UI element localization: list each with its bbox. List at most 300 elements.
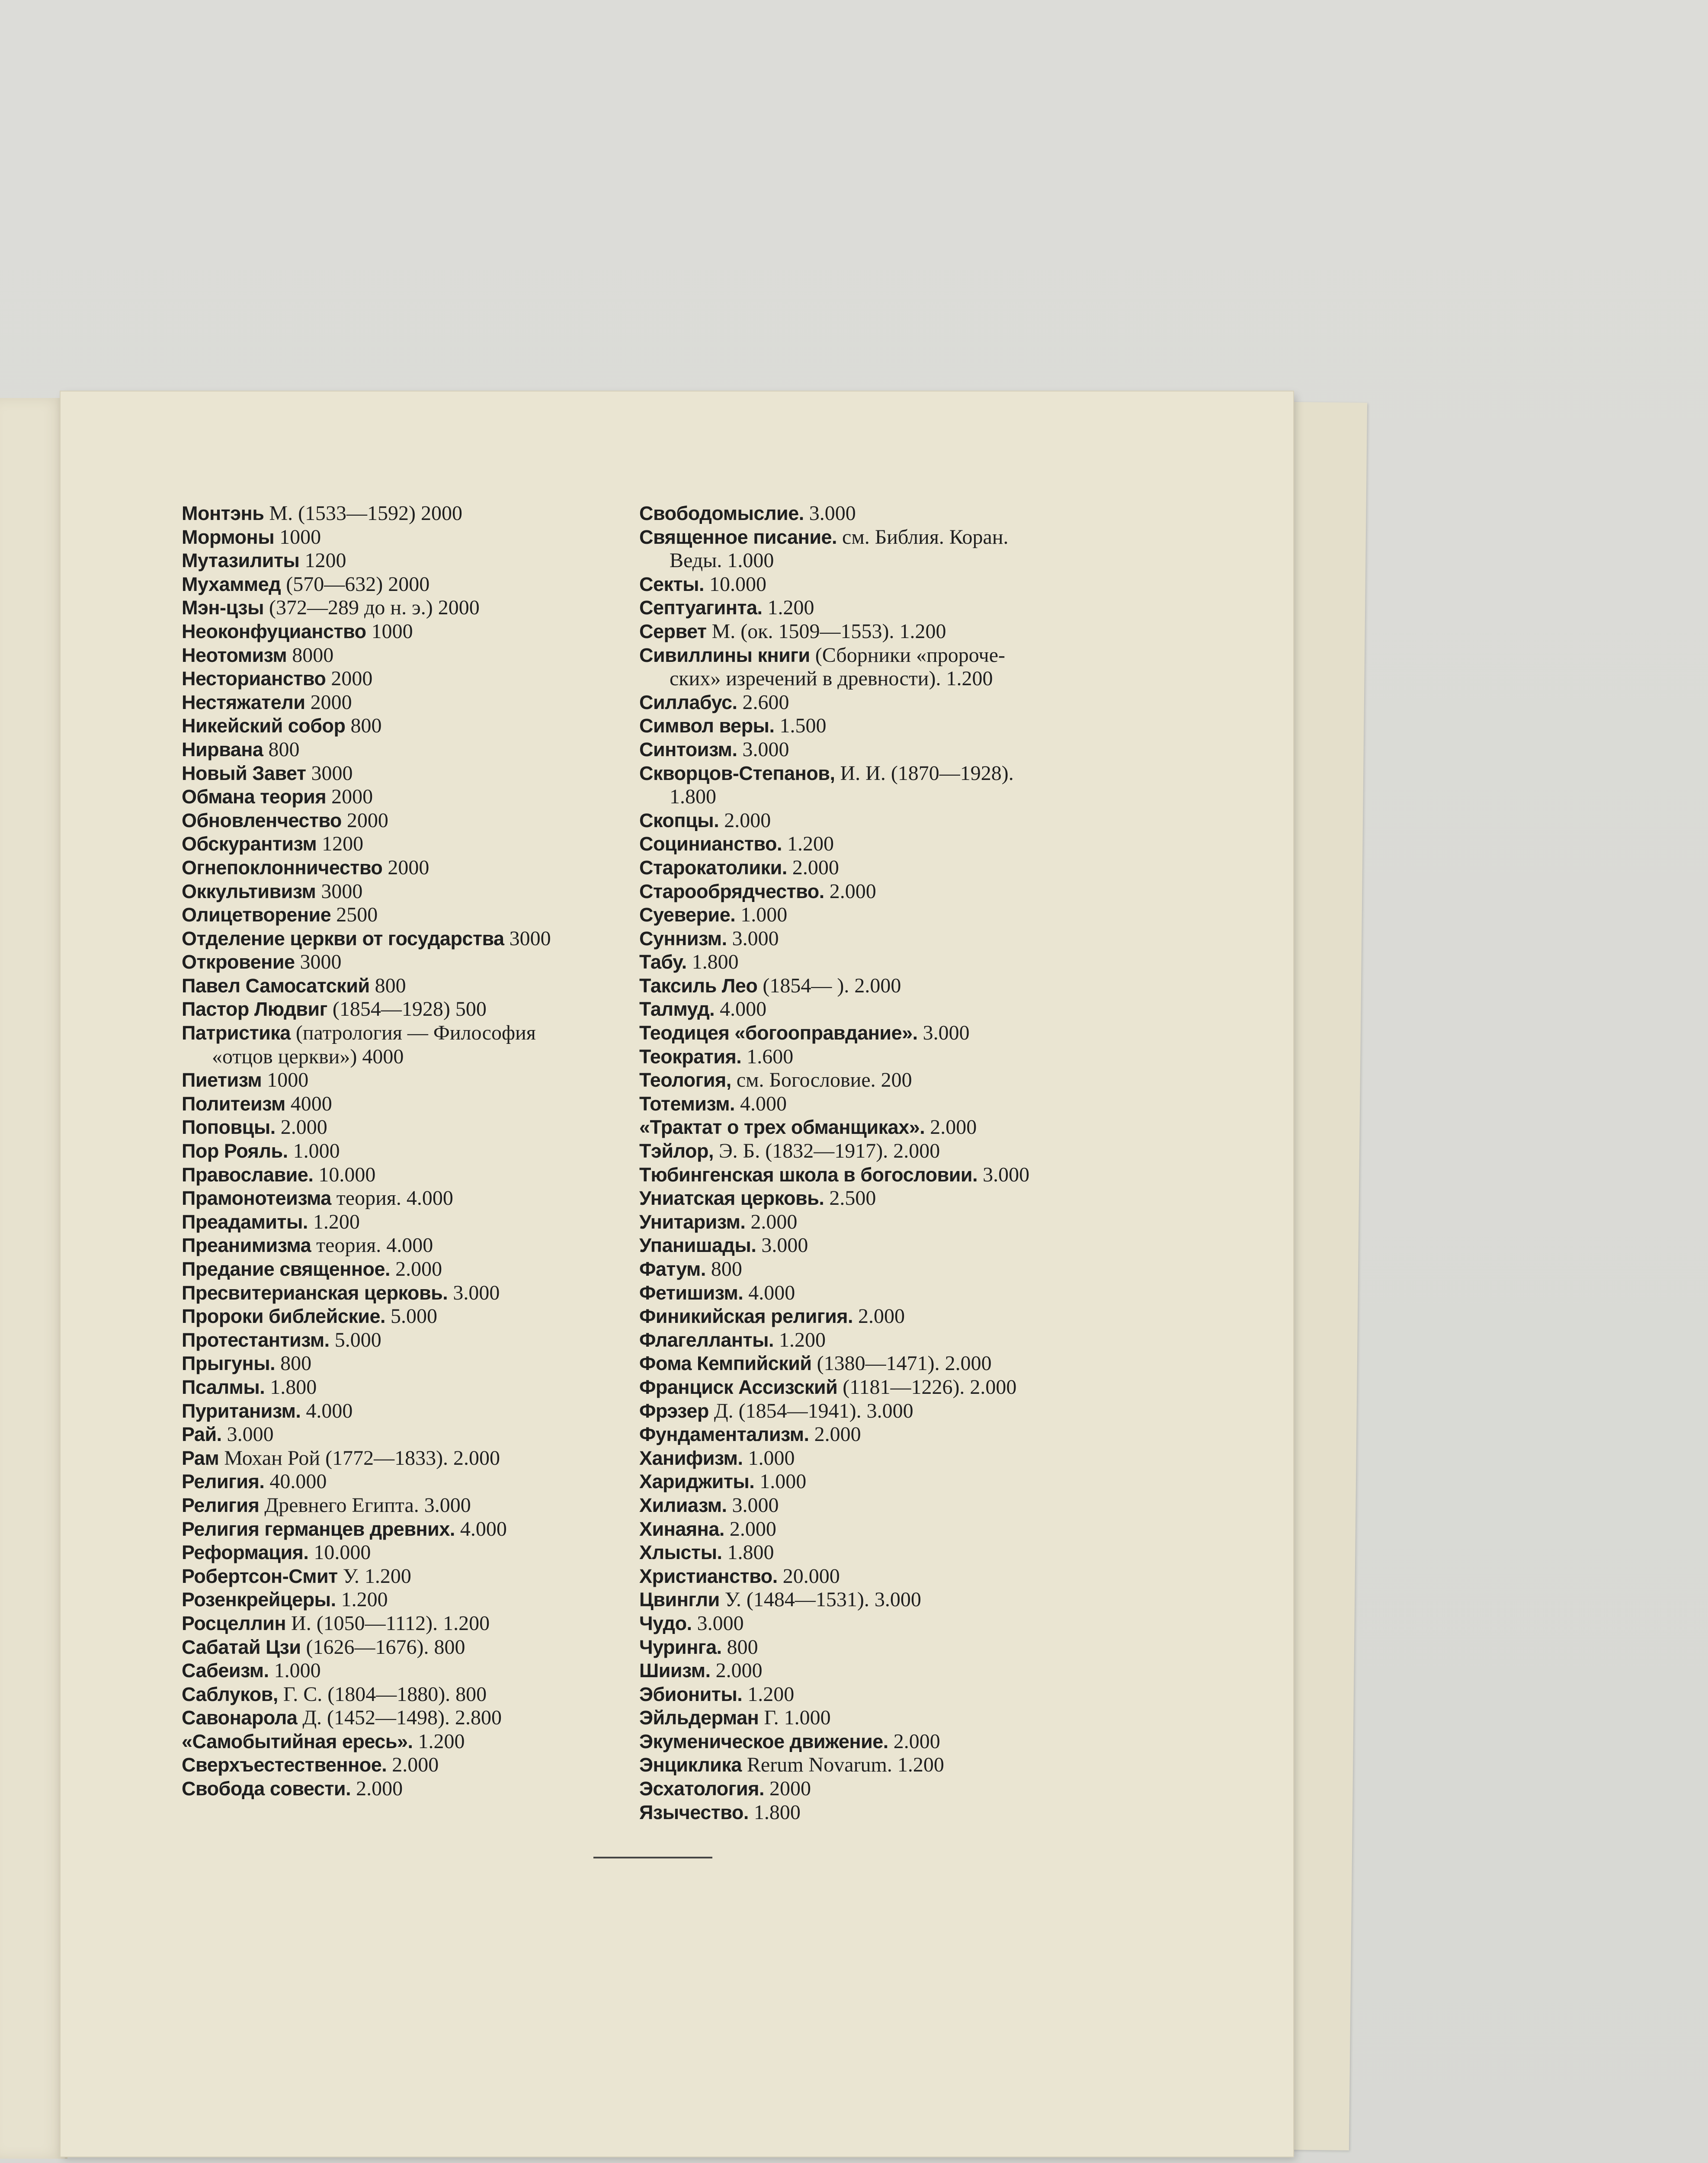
entry-term: Энциклика [639,1754,742,1776]
entry-term: Старокатолики. [639,856,787,879]
index-entry [639,1210,1106,1234]
entry-term: Несторианство [182,668,326,690]
index-entry [639,1423,1106,1447]
entry-term: Синтоизм. [639,738,737,761]
index-entry [182,644,636,668]
entry-term: Фома Кемпийский [639,1352,812,1375]
entry-term: Суеверие. [639,904,736,926]
index-entry [182,1636,636,1659]
index-entry [639,762,1106,809]
entry-term: Тюбингенская школа в богословии. [639,1163,978,1186]
entry-term: Павел Самосатский [182,974,370,997]
entry-term: Символ веры. [639,715,775,737]
index-entry [182,549,636,573]
entry-term: Униатская церковь. [639,1187,824,1210]
index-entry [182,1092,636,1116]
entry-detail: 1.200 [742,1682,795,1706]
entry-detail: (патрология — Философия [290,1021,536,1045]
index-entry [639,691,1106,715]
index-entry [182,1187,636,1210]
index-entry [182,502,636,526]
entry-term: «Трактат о трех обманщиках». [639,1116,925,1139]
entry-detail: теория. 4.000 [311,1234,433,1257]
index-entry [639,1753,1106,1777]
index-entry [639,1139,1106,1163]
entry-detail: Rerum Novarum. 1.200 [741,1753,944,1777]
index-entry [182,1659,636,1683]
entry-detail: 2500 [331,903,378,927]
entry-term: Скворцов-Степанов, [639,762,835,784]
index-entry [639,1730,1106,1754]
entry-term: Робертсон-Смит [182,1565,338,1587]
entry-term: Теократия. [639,1045,742,1068]
entry-detail: 2.000 [724,1517,776,1540]
entry-detail: 4.000 [301,1399,353,1422]
entry-detail: 3.000 [727,927,779,950]
entry-term: Монтэнь [182,502,264,524]
entry-detail: 4.000 [734,1092,787,1115]
entry-detail: 800 [345,714,382,738]
entry-term: Христианство. [639,1565,778,1587]
entry-detail: 800 [263,738,300,761]
entry-continuation: 1.800 [670,785,716,809]
entry-detail: 1.800 [686,950,739,974]
entry-term: Прыгуны. [182,1352,276,1375]
index-entry [182,927,636,951]
entry-term: Свободомыслие. [639,502,804,524]
entry-detail: 4.000 [455,1517,507,1540]
entry-term: Огнепоклонничество [182,856,383,879]
index-entry [639,809,1106,833]
index-entry [639,974,1106,998]
index-entry [639,1187,1106,1210]
entry-detail: 5.000 [329,1328,381,1351]
entry-detail: 2.000 [925,1116,977,1139]
entry-detail: (Сборники «пророче- [810,643,1005,667]
entry-term: Сабеизм. [182,1659,269,1682]
index-entry [639,1021,1106,1045]
entry-term: Пастор Людвиг [182,998,327,1021]
index-entry [182,1234,636,1258]
entry-term: Новый Завет [182,762,306,784]
entry-detail: 2.000 [809,1423,861,1446]
entry-term: Обновленчество [182,809,342,831]
entry-detail: Г. С. (1804—1880). 800 [278,1682,487,1706]
entry-continuation: ских» изречений в древности). 1.200 [670,667,993,690]
index-entry [182,1706,636,1730]
entry-term: Социнианство. [639,833,782,855]
index-entry [639,1352,1106,1376]
entry-detail: Г. 1.000 [759,1706,831,1730]
entry-term: Саблуков, [182,1683,278,1705]
entry-term: Шиизм. [639,1659,711,1682]
index-entry [639,1636,1106,1659]
entry-detail: Д. (1452—1498). 2.800 [297,1706,502,1730]
entry-term: Рай. [182,1423,222,1446]
index-entry [639,644,1106,691]
entry-detail: см. Библия. Коран. [837,525,1009,549]
entry-term: Чуринга. [639,1636,722,1658]
index-entry [639,1706,1106,1730]
index-entry [182,1494,636,1518]
index-entry [639,1777,1106,1801]
index-entry [182,903,636,927]
entry-detail: М. (1533—1592) 2000 [264,502,463,525]
entry-term: Ханифизм. [639,1447,743,1469]
index-entry [182,1281,636,1305]
entry-term: Силлабус. [639,691,737,713]
index-entry [639,1518,1106,1541]
entry-detail: 1000 [366,619,413,643]
entry-detail: 10.000 [308,1541,371,1564]
entry-term: Нирвана [182,738,263,761]
index-entry [639,1659,1106,1683]
entry-detail: Д. (1854—1941). 3.000 [708,1399,913,1422]
index-entry [182,1069,636,1092]
entry-detail: (372—289 до н. э.) 2000 [264,596,480,619]
entry-detail: 2.000 [351,1777,403,1800]
entry-term: Септуагинта. [639,597,763,619]
index-entry [182,667,636,691]
entry-term: Фатум. [639,1258,706,1280]
entry-detail: 2.000 [390,1258,442,1280]
entry-term: Сабатай Цзи [182,1636,301,1658]
index-entry [182,1305,636,1329]
index-entry [182,1116,636,1139]
entry-detail: 1.000 [288,1139,340,1163]
entry-term: Псалмы. [182,1376,265,1398]
index-entry [639,573,1106,597]
entry-detail: 3.000 [221,1423,274,1446]
index-entry [639,1399,1106,1423]
entry-term: Розенкрейцеры. [182,1589,336,1611]
index-entry [182,620,636,644]
entry-term: Теология, [639,1069,731,1091]
entry-term: Предание священное. [182,1258,391,1280]
index-entry [639,880,1106,904]
entry-term: Хариджиты. [639,1470,755,1493]
entry-detail: 8000 [287,643,334,667]
entry-detail: 2.000 [719,809,771,832]
index-entry [639,738,1106,762]
index-entry [182,573,636,597]
entry-continuation: «отцов церкви») 4000 [212,1045,404,1068]
index-entry [182,714,636,738]
entry-term: Тэйлор, [639,1140,714,1162]
index-entry [639,1612,1106,1636]
entry-term: Никейский собор [182,715,346,737]
index-entry [639,1683,1106,1707]
entry-term: Таксиль Лео [639,974,758,997]
index-entry [182,1210,636,1234]
entry-term: Теодицея «богооправдание». [639,1022,918,1044]
index-entry [182,1470,636,1494]
entry-term: Цвингли [639,1589,720,1611]
entry-detail: 1.800 [722,1541,774,1564]
entry-detail: 3.000 [727,1493,779,1517]
entry-detail: 3000 [504,927,551,950]
entry-term: Фрэзер [639,1399,709,1422]
entry-term: Франциск Ассизский [639,1376,838,1398]
entry-term: Талмуд. [639,998,715,1021]
index-entry [182,880,636,904]
entry-detail: 4.000 [743,1281,795,1304]
entry-term: Скопцы. [639,809,719,831]
entry-detail: 2.000 [888,1730,940,1753]
index-entry [182,1777,636,1801]
index-entry [182,1163,636,1187]
entry-term: Суннизм. [639,927,727,950]
entry-term: Религия. [182,1470,265,1493]
entry-detail: 4000 [285,1092,332,1115]
entry-term: Преадамиты. [182,1210,308,1233]
index-entry [639,620,1106,644]
entry-detail: 1.200 [413,1730,465,1753]
index-entry [639,596,1106,620]
entry-detail: 2000 [326,667,373,690]
entry-term: Политеизм [182,1092,285,1115]
entry-detail: 800 [721,1635,758,1659]
entry-detail: 1.200 [762,596,814,619]
entry-term: Фундаментализм. [639,1423,809,1446]
entry-detail: 2.500 [824,1187,876,1210]
index-entry [182,950,636,974]
index-entry [182,1139,636,1163]
entry-term: Фетишизм. [639,1281,743,1304]
index-entry [182,1329,636,1352]
entry-detail: 3.000 [917,1021,970,1045]
index-entry [639,502,1106,526]
entry-term: Пророки библейские. [182,1305,386,1328]
entry-term: «Самобытийная ересь». [182,1730,413,1752]
entry-detail: У. (1484—1531). 3.000 [719,1588,921,1611]
entry-term: Религия [182,1494,260,1516]
index-entry [639,1281,1106,1305]
entry-detail: 1.500 [774,714,827,738]
index-entry [182,1447,636,1470]
entry-detail: 2.000 [710,1659,763,1682]
entry-term: Унитаризм. [639,1210,746,1233]
index-entry [639,1494,1106,1518]
entry-term: Олицетворение [182,904,331,926]
index-entry [182,1612,636,1636]
entry-term: Прамонотеизма [182,1187,331,1210]
index-entry [182,809,636,833]
index-entry [182,1376,636,1399]
entry-detail: 3.000 [804,502,856,525]
index-entry [182,1565,636,1589]
entry-detail: 40.000 [264,1470,327,1493]
entry-detail: 1.000 [735,903,788,927]
right-column [639,502,1106,1824]
entry-term: Сивиллины книги [639,644,810,666]
entry-term: Сервет [639,620,707,642]
entry-detail: Э. Б. (1832—1917). 2.000 [713,1139,940,1163]
entry-detail: М. (ок. 1509—1553). 1.200 [706,619,946,643]
index-entry [182,1021,636,1069]
entry-detail: 1.200 [774,1328,826,1351]
index-entry [182,1399,636,1423]
entry-term: Реформация. [182,1541,309,1564]
entry-detail: (1854—1928) 500 [327,998,487,1021]
index-entry [639,1163,1106,1187]
entry-term: Откровение [182,951,295,973]
entry-term: Чудо. [639,1612,692,1634]
index-entry [182,1588,636,1612]
entry-detail: 2000 [382,856,429,879]
entry-detail: 5.000 [385,1305,438,1328]
index-entry [182,596,636,620]
entry-detail: 1.000 [743,1446,795,1470]
entry-term: Старообрядчество. [639,880,824,902]
entry-detail: 4.000 [715,998,767,1021]
entry-detail: 800 [275,1352,312,1375]
index-entry [639,1376,1106,1399]
entry-detail: 2.000 [853,1305,905,1328]
entry-term: Священное писание. [639,526,837,548]
index-entry [639,1069,1106,1092]
entry-detail: 2.000 [745,1210,798,1233]
entry-detail: 3.000 [756,1234,808,1257]
entry-term: Мэн-цзы [182,597,264,619]
entry-term: Эсхатология. [639,1778,764,1800]
entry-detail: (1181—1226). 2.000 [837,1375,1017,1399]
index-entry [639,903,1106,927]
index-entry [182,1541,636,1565]
entry-detail: 1.800 [748,1800,801,1824]
index-entry [182,691,636,715]
entry-detail: 20.000 [777,1564,840,1588]
left-column [182,502,636,1801]
index-entry [639,832,1106,856]
entry-term: Хилиазм. [639,1494,727,1516]
entry-detail: 2000 [341,809,388,832]
entry-detail: 800 [369,974,406,997]
entry-detail: У. 1.200 [337,1564,411,1588]
index-entry [639,1801,1106,1825]
entry-detail: 2000 [326,785,373,809]
index-entry [182,526,636,549]
index-entry [182,1423,636,1447]
index-entry [639,1234,1106,1258]
entry-term: Экуменическое движение. [639,1730,888,1752]
entry-term: Обскурантизм [182,833,317,855]
entry-detail: 1200 [317,832,364,856]
index-entry [182,1518,636,1541]
index-entry [639,1447,1106,1470]
index-entry [639,1329,1106,1352]
index-entry [182,1352,636,1376]
entry-term: Пресвитерианская церковь. [182,1281,448,1304]
end-rule [593,1857,712,1858]
index-entry [182,832,636,856]
entry-detail: И. (1050—1112). 1.200 [286,1611,490,1635]
index-entry [639,714,1106,738]
entry-term: Религия германцев древних. [182,1518,455,1540]
entry-detail: 3000 [295,950,342,974]
index-entry [182,1753,636,1777]
entry-term: Хлысты. [639,1541,722,1564]
entry-term: Пуританизм. [182,1399,301,1422]
entry-detail: 800 [705,1258,742,1280]
entry-detail: 2.000 [387,1753,439,1777]
entry-term: Хинаяна. [639,1518,724,1540]
entry-term: Тотемизм. [639,1092,735,1115]
entry-detail: 3.000 [737,738,789,761]
index-entry [639,1092,1106,1116]
index-entry [182,738,636,762]
entry-term: Сверхъестественное. [182,1754,387,1776]
entry-detail: 2000 [764,1777,811,1800]
index-entry [182,1730,636,1754]
entry-detail: 1000 [274,525,321,549]
index-entry [182,762,636,786]
entry-detail: 1200 [299,549,346,572]
entry-detail: 3.000 [977,1163,1030,1186]
entry-detail: 1.000 [754,1470,807,1493]
entry-detail: (1380—1471). 2.000 [811,1352,992,1375]
entry-term: Нестяжатели [182,691,305,713]
left-page-edge [0,398,67,2159]
entry-term: Пор Рояль. [182,1140,288,1162]
index-entry [639,1541,1106,1565]
entry-term: Отделение церкви от государства [182,927,504,950]
entry-term: Рам [182,1447,219,1469]
entry-detail: 2000 [305,690,352,714]
entry-detail: 1.200 [308,1210,360,1233]
index-entry [182,1683,636,1707]
index-entry [639,1588,1106,1612]
entry-term: Финикийская религия. [639,1305,853,1328]
index-entry [639,1565,1106,1589]
entry-term: Упанишады. [639,1234,756,1257]
entry-term: Преанимизма [182,1234,311,1257]
entry-term: Оккультивизм [182,880,316,902]
index-entry [639,998,1106,1021]
entry-detail: 1.200 [336,1588,388,1611]
entry-detail: 3000 [316,879,363,903]
entry-term: Свобода совести. [182,1778,351,1800]
entry-detail: Мохан Рой (1772—1833). 2.000 [219,1446,500,1470]
entry-detail: 3.000 [448,1281,500,1304]
index-entry [182,856,636,880]
entry-term: Язычество. [639,1801,749,1823]
entry-continuation: Веды. 1.000 [670,549,774,572]
entry-term: Мормоны [182,526,275,548]
entry-detail: см. Богословие. 200 [731,1069,912,1092]
entry-detail: Древнего Египта. 3.000 [259,1493,471,1517]
index-entry [639,1116,1106,1139]
entry-detail: теория. 4.000 [331,1187,453,1210]
entry-detail: 1.600 [741,1045,794,1068]
entry-term: Эйльдерман [639,1707,759,1729]
entry-term: Пиетизм [182,1069,262,1091]
index-entry [182,785,636,809]
entry-term: Секты. [639,573,705,595]
index-entry [639,950,1106,974]
entry-detail: (570—632) 2000 [281,572,430,596]
entry-term: Православие. [182,1163,314,1186]
entry-detail: (1626—1676). 800 [301,1635,465,1659]
entry-detail: 2.000 [824,879,876,903]
entry-detail: 10.000 [704,572,767,596]
index-entry [639,1045,1106,1069]
entry-detail: (1854— ). 2.000 [757,974,901,997]
index-entry [639,1258,1106,1281]
entry-term: Протестантизм. [182,1329,330,1351]
entry-term: Патристика [182,1022,291,1044]
entry-term: Росцеллин [182,1612,286,1634]
